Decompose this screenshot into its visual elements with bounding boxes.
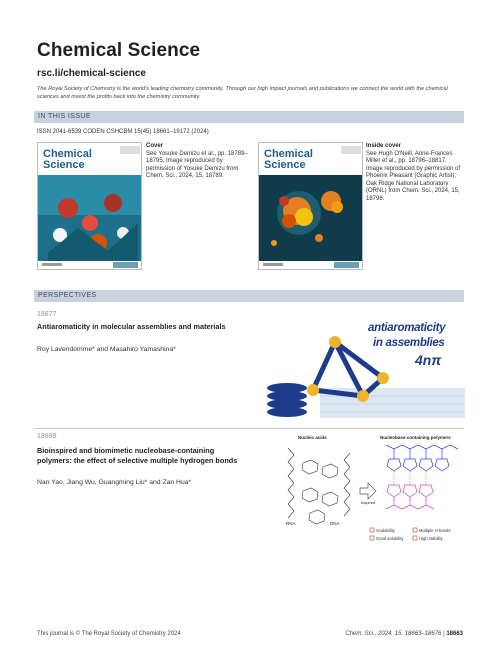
graphic-label-multiple-h: Multiple H-bonds [419, 528, 451, 533]
footer-page-number: 18663 [446, 631, 463, 637]
article-authors: Roy Lavendomme* and Masahiro Yamashina* [37, 346, 176, 353]
cover-caption-title: Cover [146, 143, 164, 149]
graphic-text-2: in assemblies [373, 337, 445, 349]
article-page-number-2: 18698 [37, 433, 57, 440]
footer-citation-text: Chem. Sci., 2024, 15, 18663–18676 [345, 631, 442, 637]
article-page-number: 18677 [37, 311, 57, 318]
article-title-2[interactable]: Bioinspired and biomimetic nucleobase-containing polymers: the effect of selective multiple hydrogen bonds [37, 446, 238, 465]
cover-caption-text: See Yosuke Demizu et al., pp. 18789–18795. Image reproduced by permission of Yosuke Demizu from Chem. Sci., 2024, 15, 18789. [146, 150, 248, 179]
inside-cover-caption [366, 143, 464, 203]
in-this-issue-bar [34, 111, 464, 123]
perspectives-bar [34, 290, 464, 302]
issn-line: ISSN 2041-6539 CODEN CSHCBM 15(45) 18661–19172 (2024) [37, 129, 209, 135]
graphic-label-dna: DNA [330, 521, 340, 526]
journal-title: Chemical Science [37, 40, 201, 61]
toc-graphic-antiaromaticity[interactable] [265, 318, 465, 423]
graphic-label-inspired: Inspired [361, 500, 376, 505]
graphic-text-3: 4nπ [415, 352, 442, 368]
graphic-label-nucleic: Nucleic acids [298, 435, 327, 440]
article-divider [34, 428, 464, 429]
inside-cover-thumb-title: Chemical Science [264, 148, 313, 171]
toc-graphic-nucleobase[interactable] [268, 433, 466, 545]
article-authors-2: Nan Yao, Jiang Wu, Guangming Liu* and Zan Hua* [37, 479, 192, 486]
perspectives-label: PERSPECTIVES [38, 291, 97, 299]
inside-cover-image[interactable] [258, 142, 363, 270]
footer-citation: Chem. Sci., 2024, 15, 18663–18676 | 18663 [345, 631, 463, 637]
cover-image[interactable] [37, 142, 142, 270]
graphic-label-solubility: Good solubility [376, 536, 404, 541]
graphic-label-polymers: Nucleobase-containing polymers [380, 435, 451, 440]
journal-blurb: The Royal Society of Chemistry is the world's leading chemistry community. Through our high impact journals and publications we connect the world with the chemical sciences and invest the profits back into the chemistry community. [37, 86, 448, 100]
graphic-label-rna: RNA [286, 521, 296, 526]
cover-thumb-title: Chemical Science [43, 148, 92, 171]
inside-cover-caption-text: See Hugh O'Neill, Anne-Frances Miller et al., pp. 18796–18817. Image reproduced by permission of Phoenix Pleasant (Graphic Artist); Oak Ridge National Laboratory (ORNL) from Chem. Sci., 2024, 15, 18796. [366, 150, 461, 202]
graphic-label-stability: High stability [419, 536, 443, 541]
cover-caption [146, 143, 250, 181]
footer-copyright: This journal is © The Royal Society of Chemistry 2024 [37, 631, 181, 637]
journal-url[interactable]: rsc.li/chemical-science [37, 68, 146, 79]
graphic-label-scalability: Scalability [376, 528, 395, 533]
article-title[interactable]: Antiaromaticity in molecular assemblies and materials [37, 322, 226, 331]
in-this-issue-label: IN THIS ISSUE [38, 112, 91, 120]
graphic-text-1: antiaromaticity [368, 322, 446, 334]
inside-cover-caption-title: Inside cover [366, 143, 402, 149]
